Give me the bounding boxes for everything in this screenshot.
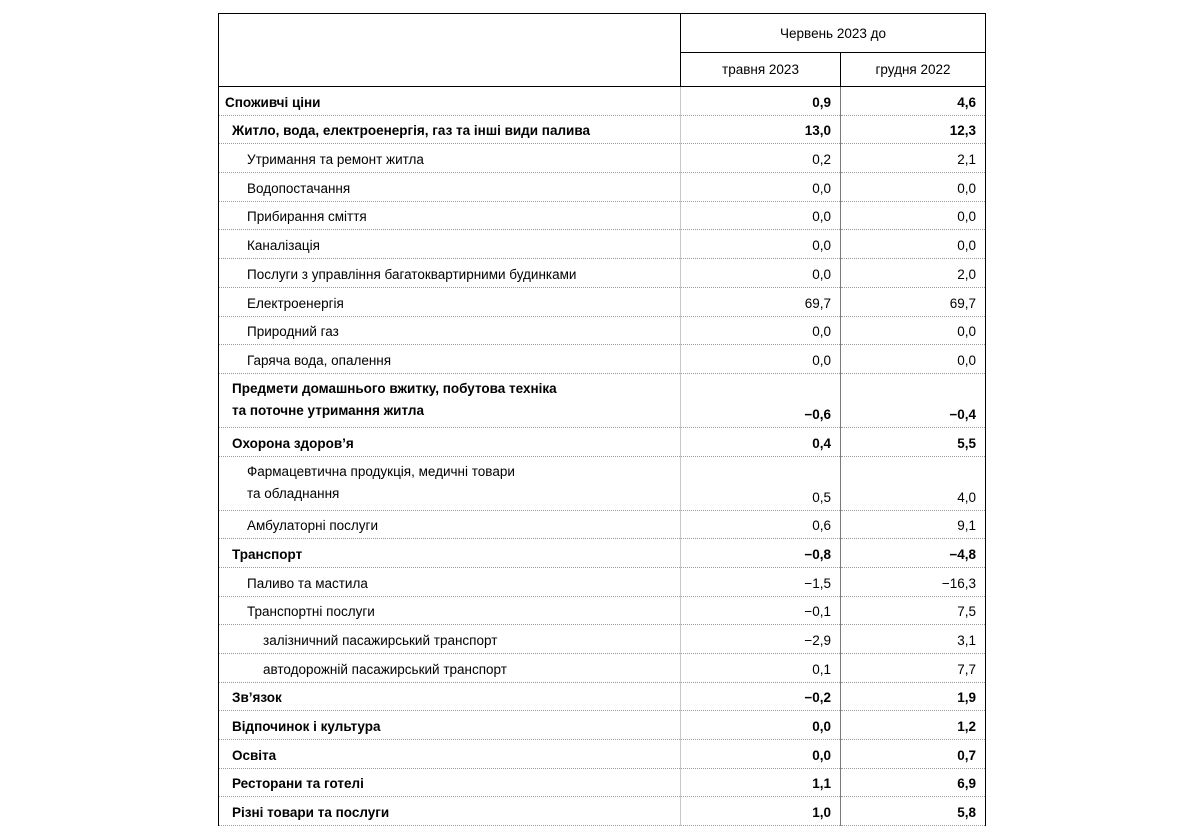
row-value-december-2022 bbox=[841, 596, 986, 625]
row-label-line2: та поточне утримання житла bbox=[232, 402, 424, 418]
row-value-december-2022 bbox=[841, 115, 986, 144]
row-value-may-2023 bbox=[681, 682, 841, 711]
header-corner-cell bbox=[219, 14, 681, 87]
row-value-december-2022 bbox=[841, 373, 986, 427]
row-label-cell bbox=[219, 625, 681, 654]
row-value-may-2023 bbox=[681, 768, 841, 797]
value-december-2022: 2,0 bbox=[957, 266, 977, 282]
row-value-may-2023 bbox=[681, 316, 841, 345]
header-column-december-2022: грудня 2022 bbox=[841, 53, 986, 87]
row-label: Гаряча вода, опалення bbox=[247, 352, 392, 368]
row-value-may-2023 bbox=[681, 144, 841, 173]
row-value-december-2022 bbox=[841, 456, 986, 510]
price-index-table-container bbox=[218, 13, 985, 826]
table-row bbox=[219, 427, 986, 456]
value-may-2023: 69,7 bbox=[804, 295, 831, 311]
row-label-cell bbox=[219, 539, 681, 568]
row-label-cell bbox=[219, 230, 681, 259]
table-row bbox=[219, 259, 986, 288]
row-value-december-2022 bbox=[841, 427, 986, 456]
row-value-december-2022 bbox=[841, 287, 986, 316]
row-label: Фармацевтична продукція, медичні товари bbox=[247, 463, 515, 479]
value-december-2022: 1,2 bbox=[957, 719, 977, 735]
row-value-may-2023 bbox=[681, 596, 841, 625]
row-label-cell bbox=[219, 345, 681, 374]
table-row bbox=[219, 596, 986, 625]
header-row-group bbox=[219, 14, 986, 53]
table-row bbox=[219, 230, 986, 259]
row-label: Прибирання сміття bbox=[247, 209, 367, 225]
row-value-may-2023 bbox=[681, 427, 841, 456]
row-value-december-2022 bbox=[841, 201, 986, 230]
row-value-december-2022 bbox=[841, 567, 986, 596]
row-value-may-2023 bbox=[681, 173, 841, 202]
value-december-2022: 0,7 bbox=[957, 747, 977, 763]
value-may-2023: −1,5 bbox=[804, 575, 831, 591]
row-value-december-2022 bbox=[841, 768, 986, 797]
row-value-december-2022 bbox=[841, 316, 986, 345]
row-value-may-2023 bbox=[681, 711, 841, 740]
table-row bbox=[219, 345, 986, 374]
row-value-december-2022 bbox=[841, 345, 986, 374]
value-may-2023: 0,0 bbox=[812, 719, 831, 735]
value-may-2023: 0,0 bbox=[812, 324, 831, 340]
value-may-2023: 0,5 bbox=[812, 489, 831, 505]
row-value-may-2023 bbox=[681, 87, 841, 116]
row-label: Водопостачання bbox=[247, 180, 351, 196]
row-label-cell bbox=[219, 173, 681, 202]
row-value-may-2023 bbox=[681, 115, 841, 144]
row-value-may-2023 bbox=[681, 201, 841, 230]
value-december-2022: 2,1 bbox=[957, 152, 977, 168]
table-row bbox=[219, 144, 986, 173]
row-label: Утримання та ремонт житла bbox=[247, 152, 424, 168]
row-label: Охорона здоров’я bbox=[232, 435, 354, 451]
value-may-2023: −0,6 bbox=[804, 406, 831, 422]
row-value-may-2023 bbox=[681, 625, 841, 654]
row-value-december-2022 bbox=[841, 173, 986, 202]
row-label: Паливо та мастила bbox=[247, 575, 368, 591]
table-row bbox=[219, 567, 986, 596]
value-may-2023: 0,9 bbox=[812, 94, 831, 110]
table-row bbox=[219, 625, 986, 654]
row-label: залізничний пасажирський транспорт bbox=[263, 633, 498, 648]
row-label: автодорожній пасажирський транспорт bbox=[263, 661, 507, 677]
row-label: Житло, вода, електроенергія, газ та інші види палива bbox=[232, 123, 590, 139]
row-label-cell bbox=[219, 287, 681, 316]
value-december-2022: 12,3 bbox=[949, 123, 977, 139]
row-value-may-2023 bbox=[681, 230, 841, 259]
row-label-cell bbox=[219, 316, 681, 345]
row-value-may-2023 bbox=[681, 797, 841, 826]
value-december-2022: −0,4 bbox=[949, 406, 977, 422]
row-label-cell bbox=[219, 456, 681, 510]
row-value-december-2022 bbox=[841, 682, 986, 711]
row-label-cell bbox=[219, 768, 681, 797]
value-december-2022: 0,0 bbox=[957, 238, 977, 254]
value-december-2022: 0,0 bbox=[957, 180, 977, 196]
table-row bbox=[219, 682, 986, 711]
value-december-2022: 3,1 bbox=[957, 633, 977, 648]
value-may-2023: −0,2 bbox=[804, 690, 831, 706]
value-may-2023: −2,9 bbox=[804, 633, 831, 648]
row-label: Амбулаторні послуги bbox=[247, 518, 379, 534]
row-label-cell bbox=[219, 797, 681, 826]
row-value-may-2023 bbox=[681, 654, 841, 683]
value-december-2022: 0,0 bbox=[957, 209, 977, 225]
table-row bbox=[219, 201, 986, 230]
table-row bbox=[219, 316, 986, 345]
table-row bbox=[219, 287, 986, 316]
row-value-december-2022 bbox=[841, 654, 986, 683]
table-row bbox=[219, 115, 986, 144]
row-label: Послуги з управління багатоквартирними будинками bbox=[247, 266, 577, 282]
value-may-2023: 0,0 bbox=[812, 180, 831, 196]
table-row bbox=[219, 768, 986, 797]
table-row bbox=[219, 173, 986, 202]
row-label-cell bbox=[219, 201, 681, 230]
value-may-2023: 1,0 bbox=[812, 805, 831, 821]
row-label-cell bbox=[219, 115, 681, 144]
row-label: Предмети домашнього вжитку, побутова техніка bbox=[232, 380, 557, 396]
row-value-december-2022 bbox=[841, 625, 986, 654]
table-header bbox=[219, 14, 986, 87]
row-value-december-2022 bbox=[841, 230, 986, 259]
row-label-cell bbox=[219, 259, 681, 288]
row-label: Освіта bbox=[232, 747, 277, 763]
row-value-may-2023 bbox=[681, 373, 841, 427]
row-value-december-2022 bbox=[841, 740, 986, 769]
value-may-2023: −0,1 bbox=[804, 604, 831, 620]
row-label: Різні товари та послуги bbox=[232, 805, 390, 821]
table-row bbox=[219, 373, 986, 427]
value-december-2022: 1,9 bbox=[957, 690, 977, 706]
row-label-cell bbox=[219, 596, 681, 625]
table-row bbox=[219, 740, 986, 769]
row-label-cell bbox=[219, 510, 681, 539]
row-label: Ресторани та готелі bbox=[232, 776, 364, 792]
row-label: Споживчі ціни bbox=[225, 94, 321, 110]
value-may-2023: 0,0 bbox=[812, 747, 831, 763]
row-label: Транспорт bbox=[232, 546, 303, 562]
table-row bbox=[219, 87, 986, 116]
value-december-2022: 7,7 bbox=[957, 661, 977, 677]
row-value-december-2022 bbox=[841, 797, 986, 826]
value-december-2022: 9,1 bbox=[957, 518, 977, 534]
row-value-may-2023 bbox=[681, 259, 841, 288]
row-value-may-2023 bbox=[681, 345, 841, 374]
table-row bbox=[219, 456, 986, 510]
value-december-2022: 6,9 bbox=[957, 776, 977, 792]
row-label-cell bbox=[219, 87, 681, 116]
header-period-group: Червень 2023 до bbox=[681, 14, 986, 53]
row-value-december-2022 bbox=[841, 259, 986, 288]
header-column-may-2023: травня 2023 bbox=[681, 53, 841, 87]
value-may-2023: 0,4 bbox=[812, 435, 831, 451]
value-december-2022: 7,5 bbox=[957, 604, 977, 620]
row-label: Каналізація bbox=[247, 238, 320, 254]
value-may-2023: 0,0 bbox=[812, 209, 831, 225]
table-row bbox=[219, 654, 986, 683]
row-label: Природний газ bbox=[247, 324, 339, 340]
value-may-2023: 1,1 bbox=[812, 776, 831, 792]
row-value-may-2023 bbox=[681, 740, 841, 769]
value-may-2023: 0,0 bbox=[812, 238, 831, 254]
table-row bbox=[219, 539, 986, 568]
consumer-price-index-table bbox=[218, 13, 986, 826]
row-label: Відпочинок і культура bbox=[232, 719, 381, 735]
value-may-2023: 0,6 bbox=[812, 518, 831, 534]
value-may-2023: 0,0 bbox=[812, 266, 831, 282]
row-value-december-2022 bbox=[841, 144, 986, 173]
row-label-cell bbox=[219, 567, 681, 596]
row-label-cell bbox=[219, 373, 681, 427]
table-body bbox=[219, 87, 986, 826]
value-december-2022: 69,7 bbox=[949, 295, 977, 311]
table-row bbox=[219, 711, 986, 740]
row-label: Електроенергія bbox=[247, 295, 344, 311]
value-december-2022: 5,5 bbox=[957, 435, 977, 451]
row-label-cell bbox=[219, 654, 681, 683]
value-may-2023: 13,0 bbox=[804, 123, 831, 139]
row-value-december-2022 bbox=[841, 711, 986, 740]
value-may-2023: 0,2 bbox=[812, 152, 831, 168]
value-december-2022: −16,3 bbox=[941, 575, 977, 591]
row-value-may-2023 bbox=[681, 456, 841, 510]
value-december-2022: 0,0 bbox=[957, 352, 977, 368]
row-label-cell bbox=[219, 144, 681, 173]
row-label-line2: та обладнання bbox=[247, 485, 340, 501]
table-row bbox=[219, 510, 986, 539]
row-label-cell bbox=[219, 682, 681, 711]
row-value-may-2023 bbox=[681, 567, 841, 596]
row-value-december-2022 bbox=[841, 539, 986, 568]
row-label-cell bbox=[219, 740, 681, 769]
row-label-cell bbox=[219, 427, 681, 456]
row-label: Зв’язок bbox=[232, 690, 282, 706]
row-label-cell bbox=[219, 711, 681, 740]
row-value-may-2023 bbox=[681, 539, 841, 568]
value-may-2023: 0,0 bbox=[812, 352, 831, 368]
row-value-december-2022 bbox=[841, 87, 986, 116]
value-december-2022: 4,6 bbox=[957, 94, 977, 110]
value-december-2022: 5,8 bbox=[957, 805, 977, 821]
value-december-2022: −4,8 bbox=[949, 546, 977, 562]
row-value-december-2022 bbox=[841, 510, 986, 539]
value-december-2022: 0,0 bbox=[957, 324, 977, 340]
table-row bbox=[219, 797, 986, 826]
value-december-2022: 4,0 bbox=[957, 489, 977, 505]
row-value-may-2023 bbox=[681, 510, 841, 539]
row-label: Транспортні послуги bbox=[247, 604, 375, 620]
row-value-may-2023 bbox=[681, 287, 841, 316]
value-may-2023: 0,1 bbox=[812, 661, 831, 677]
value-may-2023: −0,8 bbox=[804, 546, 831, 562]
